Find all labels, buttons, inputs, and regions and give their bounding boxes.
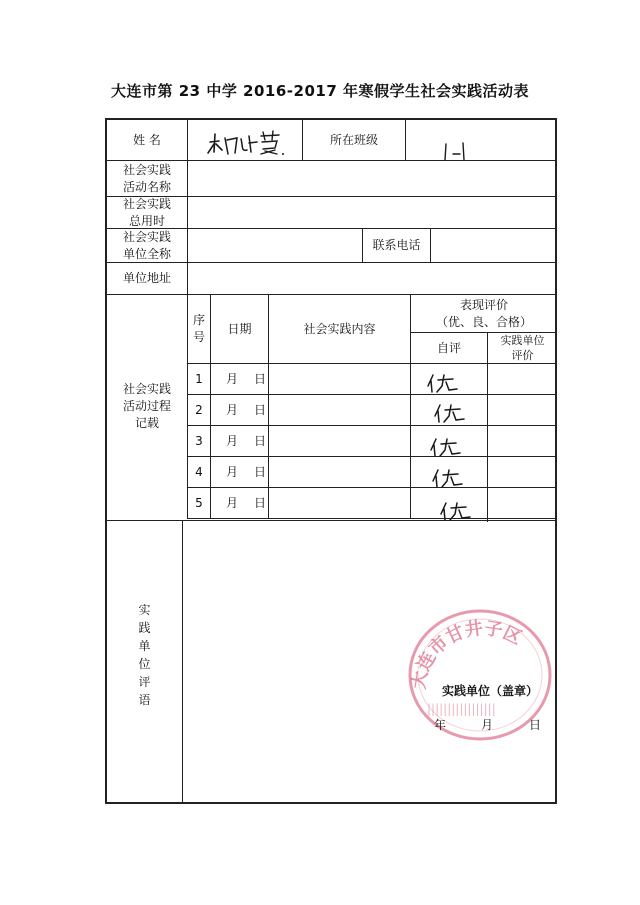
self-eval-mark	[430, 467, 470, 489]
svg-text:大连市甘井子区	[407, 617, 524, 691]
row-month: 月	[225, 371, 238, 386]
svg-text:|||||||||||||||||: |||||||||||||||||	[427, 702, 496, 716]
process-row-line	[187, 518, 557, 519]
label-class: 所在班级	[329, 132, 378, 147]
row-day: 日	[253, 495, 266, 510]
unit-row-divider	[430, 228, 431, 262]
comment-label-line	[182, 520, 183, 802]
header-date: 日期	[227, 321, 252, 336]
self-eval-mark	[432, 402, 472, 424]
process-row-line	[187, 425, 557, 426]
stamp-text: 大连市甘井子区	[408, 617, 525, 691]
row-seq: 4	[195, 464, 203, 479]
row-month: 月	[225, 433, 238, 448]
seal-line-label: 实践单位（盖章）	[441, 683, 538, 698]
row-day: 日	[253, 371, 266, 386]
header-unit-eval: 实践单位 评价	[500, 334, 545, 362]
row-day: 日	[253, 464, 266, 479]
self-eval-mark	[428, 436, 468, 458]
label-unit-name: 社会实践 单位全称	[122, 229, 171, 261]
date-year-label: 年	[433, 717, 446, 732]
name-row-divider	[405, 118, 406, 160]
process-row-line	[187, 456, 557, 457]
table-border-right	[555, 118, 557, 804]
process-row-line	[187, 394, 557, 395]
label-total-time: 社会实践 总用时	[122, 196, 171, 228]
self-eval-mark	[438, 500, 478, 522]
label-unit-comment: 实 践 单 位 评 语	[138, 603, 151, 707]
header-evaluation: 表现评价 （优、良、合格）	[435, 297, 532, 329]
header-self-eval: 自评	[436, 340, 461, 355]
process-row-line	[187, 487, 557, 488]
row-seq: 3	[195, 433, 203, 448]
page-title: 大连市第 23 中学 2016-2017 年寒假学生社会实践活动表	[111, 82, 529, 100]
row-seq: 1	[195, 371, 203, 386]
table-border-bottom	[105, 802, 557, 804]
row-day: 日	[253, 433, 266, 448]
name-signature	[205, 128, 290, 158]
label-name: 姓 名	[133, 132, 161, 147]
class-value-handwriting	[440, 140, 470, 164]
label-unit-address: 单位地址	[122, 271, 171, 285]
row-day: 日	[253, 402, 266, 417]
self-eval-mark	[425, 372, 465, 394]
date-month-label: 月	[480, 717, 493, 732]
row-seq: 2	[195, 402, 203, 417]
header-content: 社会实践内容	[303, 321, 376, 336]
label-activity-name: 社会实践 活动名称	[122, 162, 171, 194]
comment-top-line	[105, 520, 557, 521]
label-process-record: 社会实践 活动过程 记载	[122, 382, 171, 430]
date-day-label: 日	[528, 717, 541, 732]
row-month: 月	[225, 495, 238, 510]
process-row-line	[187, 363, 557, 364]
row-month: 月	[225, 464, 238, 479]
header-seq: 序 号	[192, 313, 205, 344]
row-month: 月	[225, 402, 238, 417]
row-seq: 5	[195, 495, 203, 510]
label-contact-phone: 联系电话	[372, 238, 421, 252]
